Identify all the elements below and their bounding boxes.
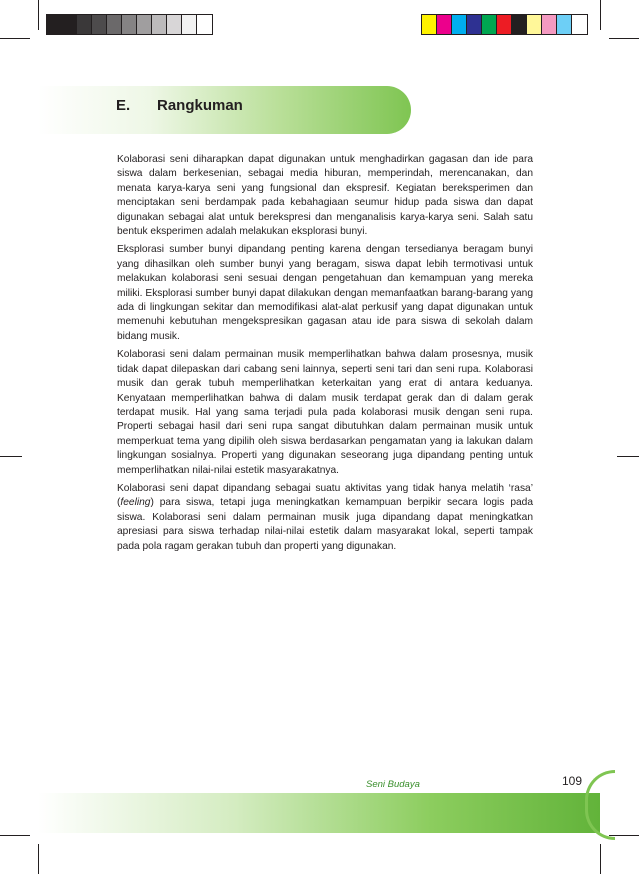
calibration-swatch [542,15,557,34]
grayscale-calibration-bar [46,14,213,35]
crop-mark [38,0,39,30]
crop-mark [0,38,30,39]
crop-mark [609,38,639,39]
calibration-swatch [47,15,62,34]
paragraph-text: ) para siswa, tetapi juga meningkatkan kemampuan berpikir secara logis pada siswa. Kolaborasi seni dalam permainan musik juga dipandang dapat meningkatkan apresiasi para siswa terhadap nilai-nilai estetik dalam masyarakat lokal, seperti tampak pada pola ragam gerakan tubuh dan properti yang digunakan. [117,497,533,552]
calibration-swatch [452,15,467,34]
calibration-swatch [107,15,122,34]
calibration-swatch [167,15,182,34]
section-letter: E. [116,97,131,114]
color-calibration-bar [421,14,588,35]
section-title: Rangkuman [157,97,243,114]
calibration-swatch [62,15,77,34]
crop-mark [38,844,39,874]
crop-mark [600,0,601,30]
crop-mark [617,456,639,457]
footer-band [38,793,600,833]
calibration-swatch [557,15,572,34]
calibration-swatch [122,15,137,34]
italic-term: feeling [120,497,151,509]
calibration-swatch [137,15,152,34]
footer-book-title: Seni Budaya [366,779,420,790]
calibration-swatch [512,15,527,34]
calibration-swatch [182,15,197,34]
calibration-swatch [527,15,542,34]
paragraph: Kolaborasi seni dalam permainan musik memperlihatkan bahwa dalam prosesnya, musik tidak dapat dilepaskan dari cabang seni lainnya, seperti seni tari dan seni rupa. Kolaborasi musik dan gerak tubuh memperlihatkan keterkaitan yang erat di antara keduanya. Kenyataan memperlihatkan bahwa di dalam musik terdapat gerak dan di dalam gerak terdapat musik. Hal yang sama terjadi pula pada kolaborasi musik dengan seni rupa. Properti sebagai hasil dari seni rupa sangat dibutuhkan dalam permainan musik untuk memperkuat tema yang dipilih oleh siswa berdasarkan pengamatan yang ia lakukan dalam lingkungan sosialnya. Properti yang digunakan seseorang juga dipandang penting untuk memperlihatkan nilai-nilai estetik masyarakatnya. [117,349,533,476]
calibration-swatch [482,15,497,34]
page-number: 109 [562,774,583,788]
calibration-swatch [422,15,437,34]
calibration-swatch [152,15,167,34]
calibration-swatch [497,15,512,34]
calibration-swatch [572,15,587,34]
paragraph: Kolaborasi seni diharapkan dapat digunakan untuk menghadirkan gagasan dan ide para siswa dalam berkesenian, sebagai media hiburan, memperindah, merencanakan, dan menata karya-karya seni yang fungsional dan ekspresif. Kegiatan bereksperimen dan menciptakan seni berdampak pada kebahagiaan seumur hidup pada siswa dan dapat digunakan sebagai alat untuk berekspresi dan menganalisis karya-karya seni. Salah satu bentuk eksperimen adalah melakukan eksplorasi bunyi. [117,154,533,238]
calibration-swatch [467,15,482,34]
calibration-swatch [92,15,107,34]
paragraph-text: Kolaborasi seni dapat dipandang sebagai suatu aktivitas yang tidak hanya melatih ‘rasa’ ( [117,482,533,509]
paragraph: Eksplorasi sumber bunyi dipandang penting karena dengan tersedianya beragam bunyi yang dihasilkan oleh sumber bunyi yang beragam, siswa dapat lebih termotivasi untuk melakukan kolaborasi seni sesuai dengan pengetahuan dan kemampuan yang mereka miliki. Eksplorasi sumber bunyi dapat dilakukan dengan memanfaatkan barang-barang yang ada di lingkungan sekitar dan memodifikasi alat-alat perkusif yang dapat digunakan untuk memenuhi kebutuhan mengekspresikan gagasan atau ide para siswa di sekolah dalam bidang musik. [117,244,533,342]
crop-mark [0,456,22,457]
crop-mark [600,844,601,874]
calibration-swatch [437,15,452,34]
calibration-swatch [77,15,92,34]
paragraph [117,482,533,554]
summary-content [117,153,533,558]
crop-mark [0,835,30,836]
calibration-swatch [197,15,212,34]
